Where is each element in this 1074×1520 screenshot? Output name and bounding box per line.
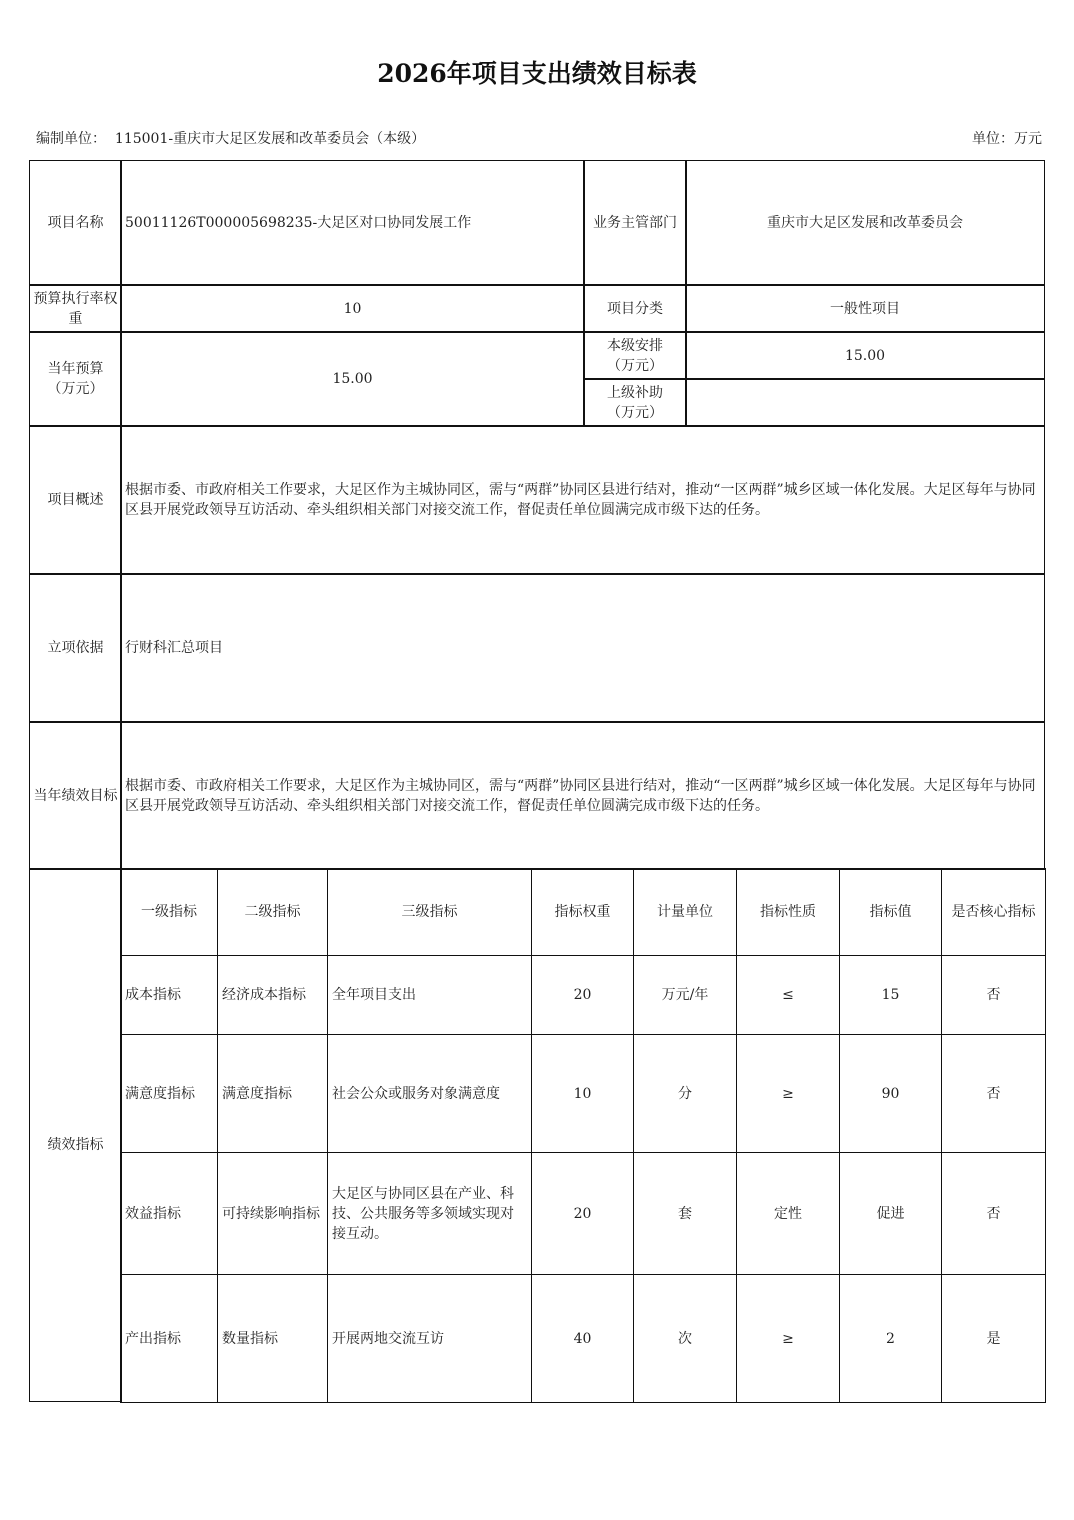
project-name-label: 项目名称 xyxy=(29,160,122,286)
indicator-cell-level2: 经济成本指标 xyxy=(217,955,328,1035)
page-title: 2026年项目支出绩效目标表 xyxy=(377,59,697,88)
exec-rate-value: 10 xyxy=(120,284,585,333)
indicator-header-core: 是否核心指标 xyxy=(941,868,1046,956)
currency-unit: 单位：万元 xyxy=(972,131,1042,147)
indicator-header-value: 指标值 xyxy=(839,868,942,956)
indicator-header-level1: 一级指标 xyxy=(120,868,218,956)
indicator-header-nature: 指标性质 xyxy=(736,868,840,956)
indicator-cell-nature: ≥ xyxy=(736,1034,840,1153)
indicator-cell-weight: 20 xyxy=(531,1152,634,1275)
overview-value: 根据市委、市政府相关工作要求，大足区作为主城协同区，需与“两群”协同区县进行结对，推动“一区两群”城乡区域一体化发展。大足区每年与协同区县开展党政领导互访活动、牵头组织相关部门对接交流工作，督促责任单位圆满完成市级下达的任务。 xyxy=(120,425,1045,575)
indicator-cell-core: 是 xyxy=(941,1274,1046,1403)
compiling-unit xyxy=(36,128,425,148)
indicator-cell-level3: 全年项目支出 xyxy=(327,955,532,1035)
indicator-cell-level1: 效益指标 xyxy=(120,1152,218,1275)
exec-rate-label: 预算执行率权重 xyxy=(29,284,122,333)
basis-value: 行财科汇总项目 xyxy=(120,573,1045,723)
indicator-header-unit: 计量单位 xyxy=(633,868,737,956)
indicator-cell-core: 否 xyxy=(941,1152,1046,1275)
indicators-section-label: 绩效指标 xyxy=(29,868,122,1402)
indicator-header-weight: 指标权重 xyxy=(531,868,634,956)
indicator-cell-nature: 定性 xyxy=(736,1152,840,1275)
indicator-cell-core: 否 xyxy=(941,1034,1046,1153)
indicator-cell-nature: ≥ xyxy=(736,1274,840,1403)
category-label: 项目分类 xyxy=(583,284,687,333)
indicator-cell-level3: 开展两地交流互访 xyxy=(327,1274,532,1403)
indicator-cell-unit: 万元/年 xyxy=(633,955,737,1035)
indicator-cell-value: 90 xyxy=(839,1034,942,1153)
goal-label: 当年绩效目标 xyxy=(29,721,122,870)
compiling-unit-label: 编制单位： xyxy=(36,131,106,147)
indicator-cell-level1: 成本指标 xyxy=(120,955,218,1035)
indicator-cell-value: 促进 xyxy=(839,1152,942,1275)
indicator-cell-unit: 分 xyxy=(633,1034,737,1153)
dept-value: 重庆市大足区发展和改革委员会 xyxy=(685,160,1045,286)
indicator-cell-level1: 产出指标 xyxy=(120,1274,218,1403)
indicator-cell-level2: 数量指标 xyxy=(217,1274,328,1403)
local-value: 15.00 xyxy=(685,331,1045,380)
indicator-cell-value: 2 xyxy=(839,1274,942,1403)
indicator-cell-nature: ≤ xyxy=(736,955,840,1035)
budget-label: 当年预算（万元） xyxy=(29,331,122,427)
upper-label: 上级补助（万元） xyxy=(583,378,687,427)
indicator-header-level3: 三级指标 xyxy=(327,868,532,956)
overview-label: 项目概述 xyxy=(29,425,122,575)
budget-value: 15.00 xyxy=(120,331,585,427)
indicator-cell-unit: 次 xyxy=(633,1274,737,1403)
indicator-cell-level2: 可持续影响指标 xyxy=(217,1152,328,1275)
indicator-header-level2: 二级指标 xyxy=(217,868,328,956)
indicator-cell-level1: 满意度指标 xyxy=(120,1034,218,1153)
indicator-cell-weight: 20 xyxy=(531,955,634,1035)
category-value: 一般性项目 xyxy=(685,284,1045,333)
compiling-unit-value: 115001-重庆市大足区发展和改革委员会（本级） xyxy=(114,131,426,147)
dept-label: 业务主管部门 xyxy=(583,160,687,286)
basis-label: 立项依据 xyxy=(29,573,122,723)
upper-value xyxy=(685,378,1045,427)
local-label: 本级安排（万元） xyxy=(583,331,687,380)
indicator-cell-unit: 套 xyxy=(633,1152,737,1275)
goal-value: 根据市委、市政府相关工作要求，大足区作为主城协同区，需与“两群”协同区县进行结对，推动“一区两群”城乡区域一体化发展。大足区每年与协同区县开展党政领导互访活动、牵头组织相关部门对接交流工作，督促责任单位圆满完成市级下达的任务。 xyxy=(120,721,1045,870)
project-name-value: 50011126T000005698235-大足区对口协同发展工作 xyxy=(120,160,585,286)
indicator-cell-level3: 大足区与协同区县在产业、科技、公共服务等多领域实现对接互动。 xyxy=(327,1152,532,1275)
indicator-cell-level2: 满意度指标 xyxy=(217,1034,328,1153)
indicator-cell-value: 15 xyxy=(839,955,942,1035)
indicator-cell-core: 否 xyxy=(941,955,1046,1035)
indicator-cell-level3: 社会公众或服务对象满意度 xyxy=(327,1034,532,1153)
indicator-cell-weight: 40 xyxy=(531,1274,634,1403)
indicator-cell-weight: 10 xyxy=(531,1034,634,1153)
